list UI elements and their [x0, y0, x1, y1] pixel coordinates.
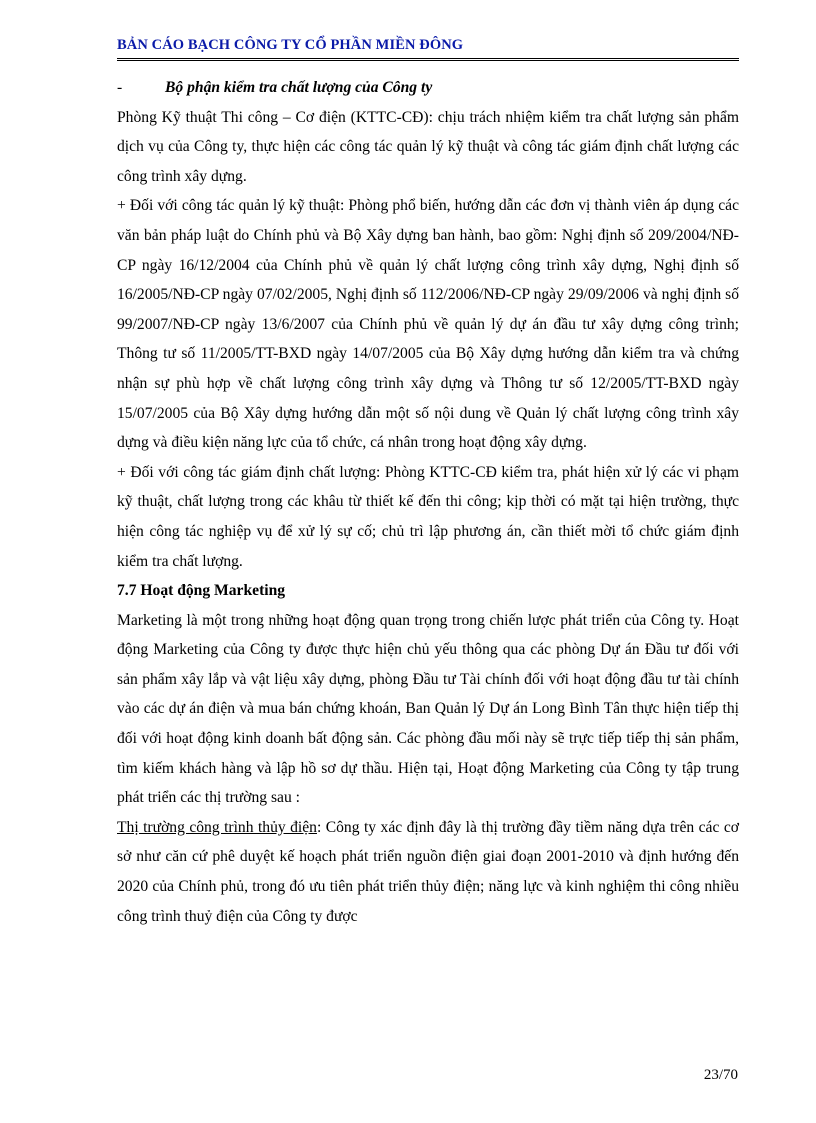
technical-management-paragraph: + Đối với công tác quản lý kỹ thuật: Phòng phổ biến, hướng dẫn các đơn vị thành viên áp dụng các văn bản pháp luật do Chính phủ và Bộ Xây dựng ban hành, bao gồm: Nghị định số 209/2004/NĐ-CP ngày 16/12/2004 của Chính phủ về quản lý chất lượng công trình xây dựng, Nghị định số 16/2005/NĐ-CP ngày 07/02/2005, Nghị định số 112/2006/NĐ-CP ngày 29/09/2006 và nghị định số 99/2007/NĐ-CP ngày 13/6/2007 của Chính phủ về quản lý dự án đầu tư xây dựng công trình; Thông tư số 11/2005/TT-BXD ngày 14/07/2005 của Bộ Xây dựng hướng dẫn kiểm tra và chứng nhận sự phù hợp về chất lượng công trình xây dựng và Thông tư số 12/2005/TT-BXD ngày 15/07/2005 của Bộ Xây dựng hướng dẫn một số nội dung về Quản lý chất lượng công trình xây dựng và điều kiện năng lực của tổ chức, cá nhân trong hoạt động xây dựng. [117, 197, 739, 452]
qc-section-title [117, 73, 739, 103]
header-rule [117, 58, 739, 61]
bullet-dash: - [117, 79, 123, 96]
hydro-market-paragraph [117, 813, 739, 931]
document-body [117, 73, 739, 931]
quality-inspection-paragraph: + Đối với công tác giám định chất lượng: Phòng KTTC-CĐ kiểm tra, phát hiện xử lý các vi phạm kỹ thuật, chất lượng trong các khâu từ thiết kế đến thi công; kịp thời có mặt tại hiện trường, thực hiện công tác nghiệp vụ để xử lý sự cố; chủ trì lập phương án, cần thiết mời tổ chức giám định kiểm tra chất lượng. [117, 463, 739, 570]
hydro-market-label: Thị trường công trình thủy điện [117, 818, 317, 836]
qc-intro-paragraph: Phòng Kỹ thuật Thi công – Cơ điện (KTTC-CĐ): chịu trách nhiệm kiểm tra chất lượng sản phẩm dịch vụ của Công ty, thực hiện các công tác quản lý kỹ thuật và công tác giám định chất lượng các công trình xây dựng. [117, 108, 739, 185]
marketing-paragraph: Marketing là một trong những hoạt động quan trọng trong chiến lược phát triển của Công ty. Hoạt động Marketing của Công ty được thực hiện chủ yếu thông qua các phòng Dự án Đầu tư đối với sản phẩm xây lắp và vật liệu xây dựng, phòng Đầu tư Tài chính đối với hoạt động đầu tư tài chính vào các dự án điện và mua bán chứng khoán, Ban Quản lý Dự án Long Bình Tân thực hiện tiếp thị đối với hoạt động kinh doanh bất động sản. Các phòng đầu mối này sẽ trực tiếp tiếp thị sản phẩm, tìm kiếm khách hàng và lập hồ sơ dự thầu. Hiện tại, Hoạt động Marketing của Công ty tập trung phát triển các thị trường sau : [117, 611, 739, 807]
page-number: 23/70 [703, 1067, 738, 1083]
qc-title-text: Bộ phận kiểm tra chất lượng của Công ty [165, 79, 433, 96]
hydro-market-text: : Công ty xác định đây là thị trường đầy tiềm năng dựa trên các cơ sở như căn cứ phê duyệt kế hoạch phát triển nguồn điện giai đoạn 2001-2010 và định hướng đến 2020 của Chính phủ, trong đó ưu tiên phát triển thủy điện; năng lực và kinh nghiệm thi công nhiều công trình thuỷ điện của Công ty được [117, 818, 739, 925]
marketing-heading: 7.7 Hoạt động Marketing [117, 582, 286, 600]
document-header: BẢN CÁO BẠCH CÔNG TY CỔ PHẦN MIỀN ĐÔNG [117, 37, 464, 53]
